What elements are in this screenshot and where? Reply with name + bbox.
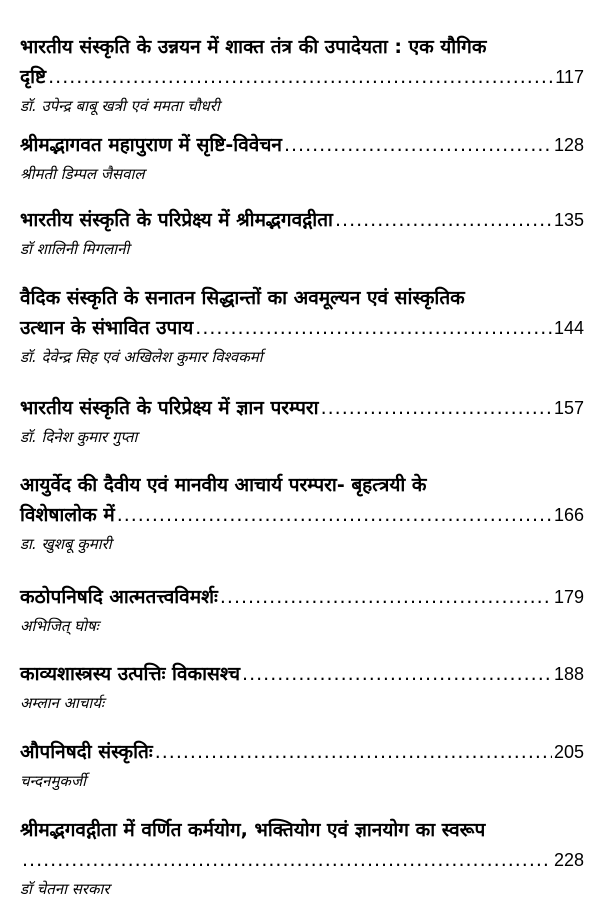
dot-leader (195, 313, 552, 343)
entry-title-row (20, 393, 584, 423)
entry-title-row (20, 62, 584, 92)
entry-author: डॉ. देवेन्द्र सिह एवं अखिलेश कुमार विश्वकर्मा (20, 348, 263, 366)
entry-title-row (20, 582, 584, 612)
dot-leader (48, 62, 553, 92)
entry-title-line: श्रीमद्भगवद्गीता में वर्णित कर्मयोग, भक्तियोग एवं ज्ञानयोग का स्वरूप (20, 819, 486, 841)
dot-leader (220, 582, 552, 612)
entry-title-row (20, 737, 584, 767)
toc-entry (20, 582, 584, 638)
entry-author: डॉ शालिनी मिगलानी (20, 240, 130, 258)
dot-leader (155, 737, 552, 767)
entry-title-line: उत्थान के संभावित उपाय (20, 317, 194, 339)
entry-title-line: श्रीमद्भागवत महापुराण में सृष्टि-विवेचन (20, 134, 282, 156)
page-number: 157 (553, 398, 584, 418)
entry-author: डॉ. दिनेश कुमार गुप्ता (20, 428, 138, 446)
dot-leader (335, 205, 552, 235)
entry-title-row (20, 205, 584, 235)
entry-title-line: औपनिषदी संस्कृतिः (20, 741, 153, 763)
entry-title-line: भारतीय संस्कृति के उन्नयन में शाक्त तंत्र की उपादेयता : एक यौगिक (20, 36, 487, 58)
page-number: 135 (553, 210, 584, 230)
entry-title-row (20, 500, 584, 530)
page-number: 128 (553, 135, 584, 155)
entry-author: श्रीमती डिम्पल जैसवाल (20, 165, 145, 183)
toc-entry (20, 130, 584, 186)
dot-leader (321, 393, 552, 423)
entry-title-line: वैदिक संस्कृति के सनातन सिद्धान्तों का अवमूल्यन एवं सांस्कृतिक (20, 287, 465, 309)
toc-entry (20, 659, 584, 715)
page-number: 188 (553, 664, 584, 684)
entry-author: अभिजित् घोषः (20, 617, 99, 635)
entry-author: अम्लान आचार्यः (20, 694, 105, 712)
entry-title-line: भारतीय संस्कृति के परिप्रेक्ष्य में ज्ञान परम्परा (20, 397, 319, 419)
entry-title-row (20, 659, 584, 689)
entry-title-line: कठोपनिषदि आत्मतत्त्वविमर्शः (20, 586, 218, 608)
entry-title-row (20, 845, 584, 875)
entry-title-line: दृष्टि (20, 66, 47, 88)
toc-entry (20, 470, 584, 556)
entry-author: डा. खुशबू कुमारी (20, 535, 112, 553)
entry-title-line: भारतीय संस्कृति के परिप्रेक्ष्य में श्रीमद्भगवद्गीता (20, 209, 333, 231)
page-number: 117 (555, 67, 584, 87)
toc-entry (20, 737, 584, 793)
dot-leader (242, 659, 552, 689)
page-number: 205 (553, 742, 584, 762)
page-number: 166 (553, 505, 584, 525)
page-number: 144 (553, 318, 584, 338)
toc-entry (20, 205, 584, 261)
entry-author: डॉ. उपेन्द्र बाबू खत्री एवं ममता चौधरी (20, 97, 220, 115)
entry-title-row (20, 130, 584, 160)
dot-leader (22, 845, 552, 875)
toc-entry (20, 283, 584, 369)
entry-title-line: काव्यशास्त्रस्य उत्पत्तिः विकासश्च (20, 663, 241, 685)
entry-title-line: विशेषालोक में (20, 504, 115, 526)
toc-entry (20, 32, 584, 118)
toc-entry (20, 393, 584, 449)
dot-leader (117, 500, 552, 530)
entry-author: चन्दनमुकर्जी (20, 772, 86, 790)
page-number: 179 (553, 587, 584, 607)
entry-author: डॉ चेतना सरकार (20, 880, 110, 898)
toc-entry (20, 815, 584, 901)
page-number: 228 (553, 850, 584, 870)
entry-title-row (20, 313, 584, 343)
dot-leader (284, 130, 552, 160)
entry-title-line: आयुर्वेद की दैवीय एवं मानवीय आचार्य परम्परा- बृहत्त्रयी के (20, 474, 427, 496)
